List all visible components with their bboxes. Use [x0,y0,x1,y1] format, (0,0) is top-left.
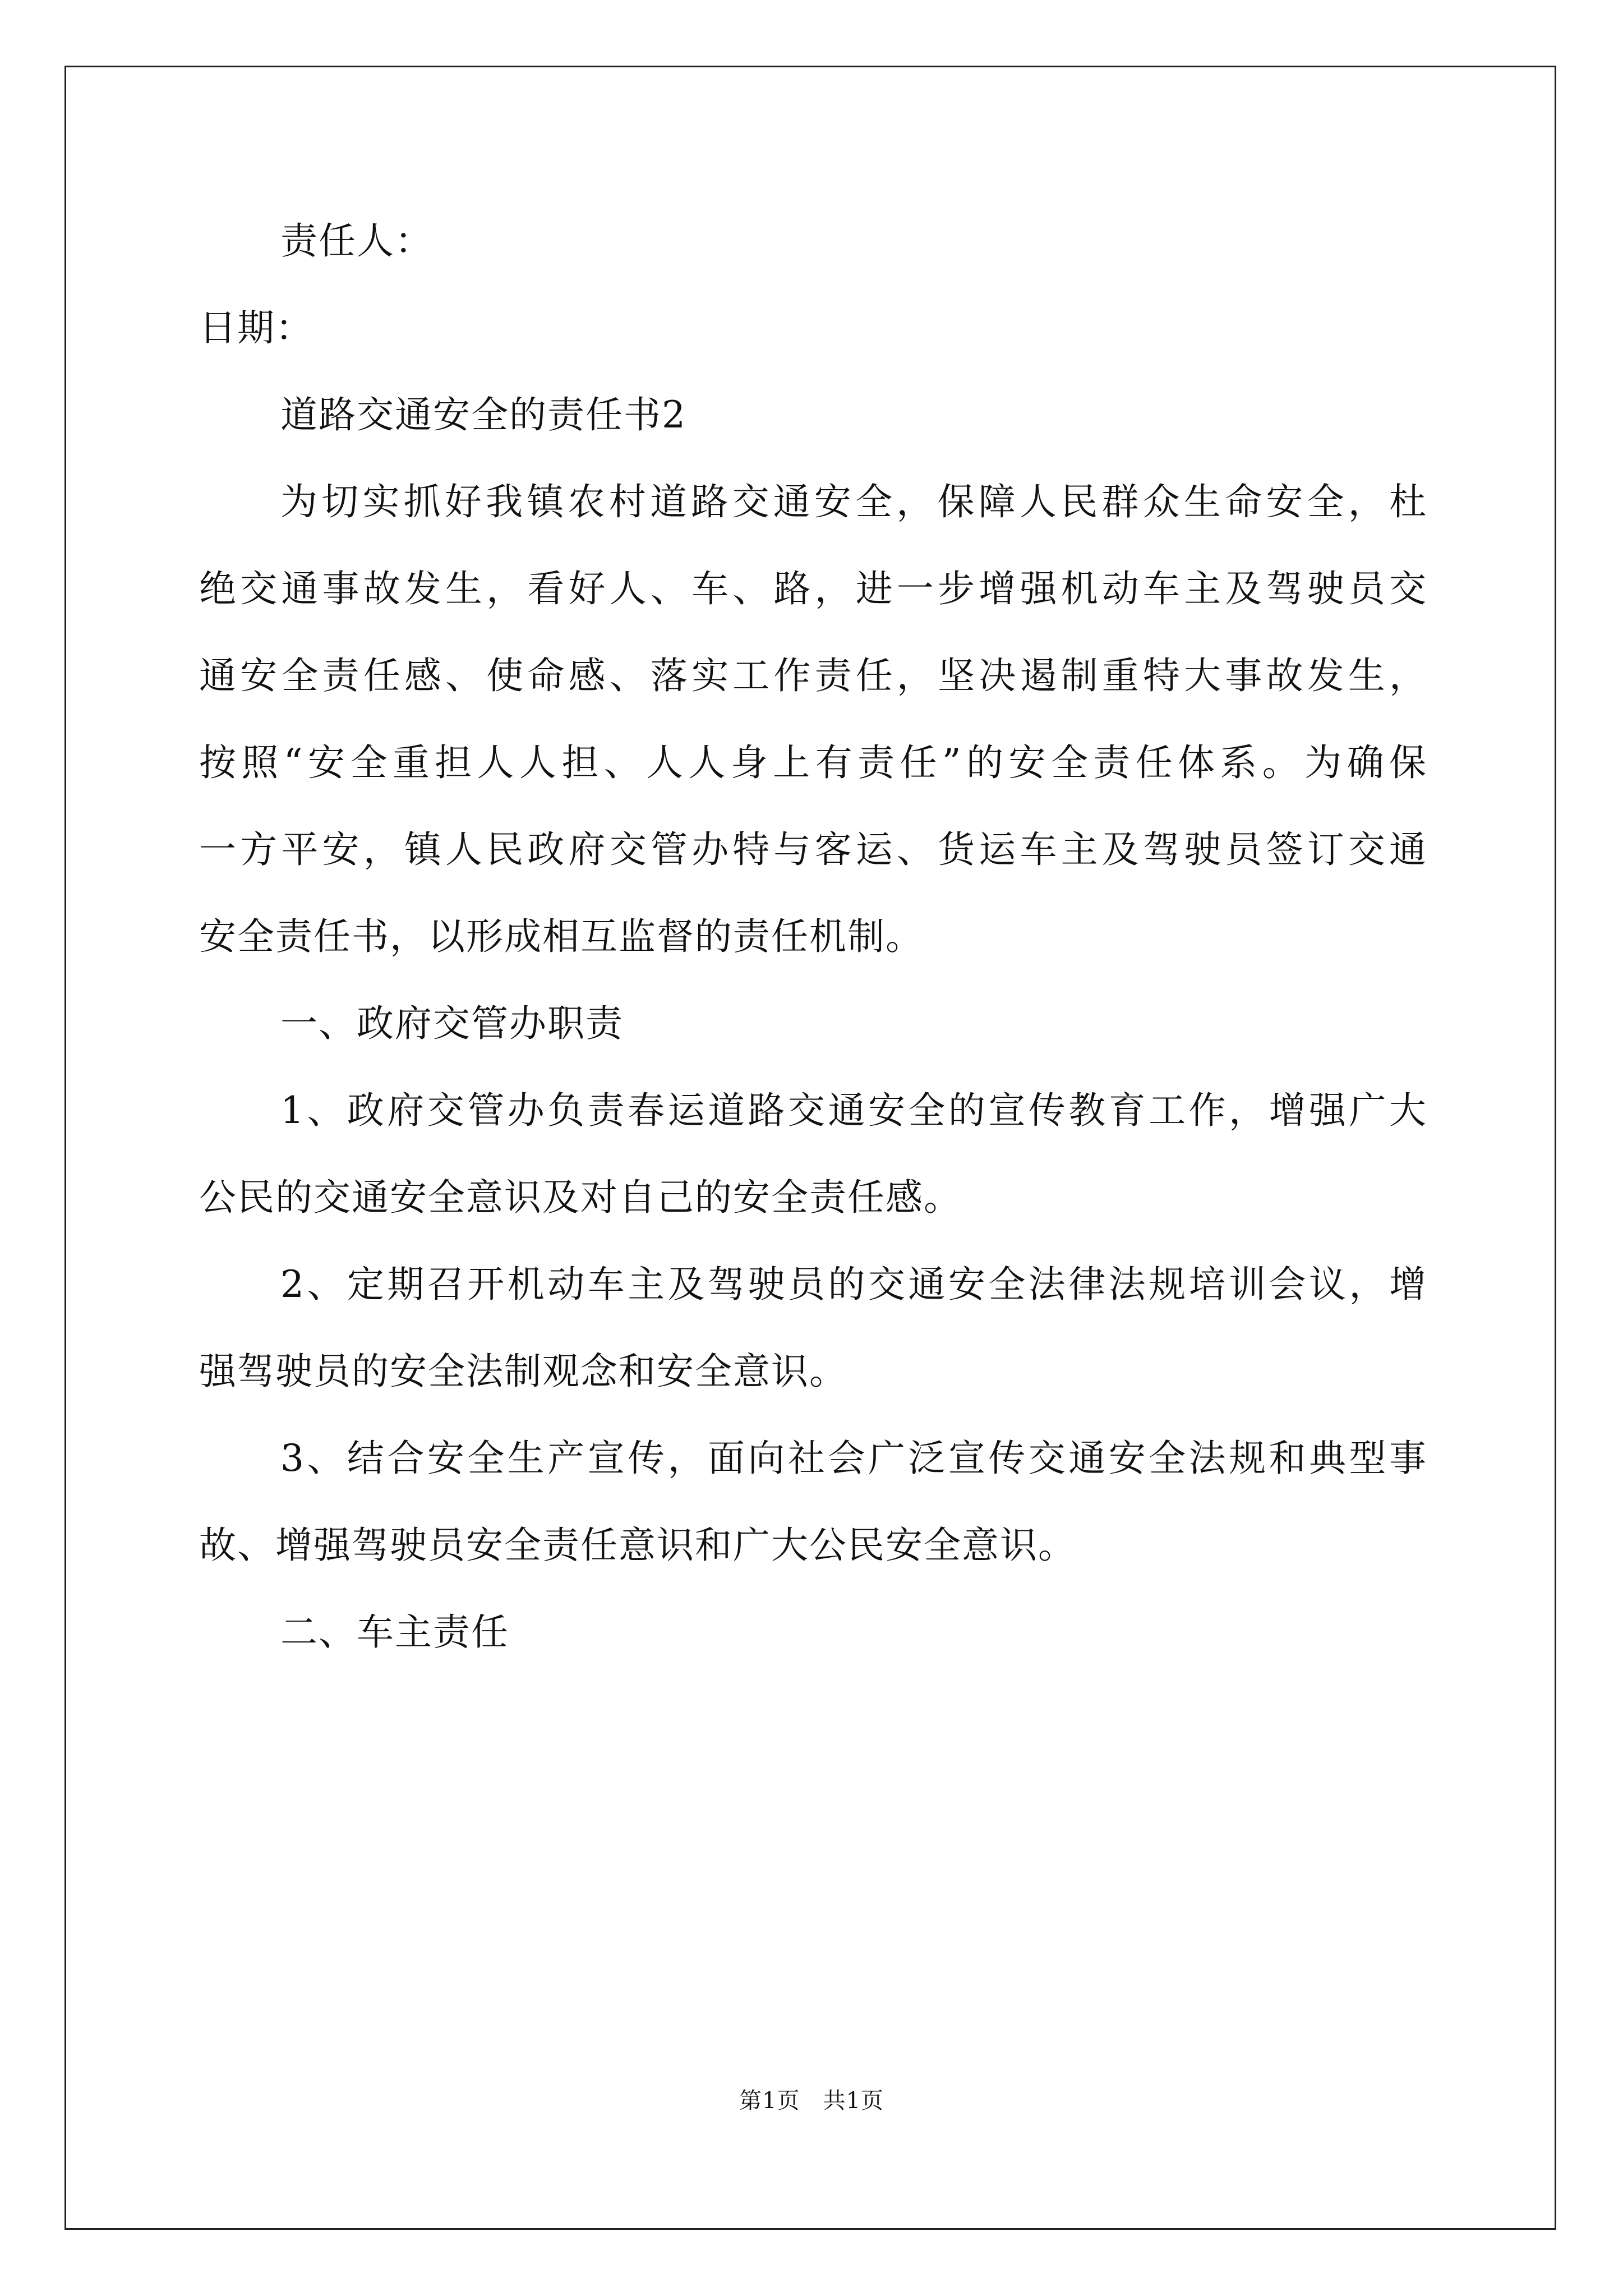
item2-line-1: 2、定期召开机动车主及驾驶员的交通安全法律法规培训会议，增 [280,1263,1427,1306]
intro-line-1: 为切实抓好我镇农村道路交通安全，保障人民群众生命安全，杜 [280,480,1427,523]
item1-line-2: 公民的交通安全意识及对自己的安全责任感。 [199,1176,962,1219]
date-label: 日期： [199,306,313,349]
intro-line-3: 通安全责任感、使命感、落实工作责任，坚决遏制重特大事故发生， [199,654,1427,697]
intro-line-2: 绝交通事故发生，看好人、车、路，进一步增强机动车主及驾驶员交 [199,567,1427,610]
page-footer: 第1页 共1页 [739,2088,884,2114]
item2-line-2: 强驾驶员的安全法制观念和安全意识。 [199,1350,847,1393]
item1-line-1: 1、政府交管办负责春运道路交通安全的宣传教育工作，增强广大 [280,1089,1427,1132]
intro-line-6: 安全责任书，以形成相互监督的责任机制。 [199,915,924,958]
section2-heading: 二、车主责任 [280,1611,509,1654]
section1-heading: 一、政府交管办职责 [280,1002,624,1045]
intro-line-5: 一方平安，镇人民政府交管办特与客运、货运车主及驾驶员签订交通 [199,828,1427,871]
intro-line-4: 按照“安全重担人人担、人人身上有责任”的安全责任体系。为确保 [199,741,1427,784]
item3-line-1: 3、结合安全生产宣传，面向社会广泛宣传交通安全法规和典型事 [280,1437,1427,1480]
responsible-person-label: 责任人： [280,219,433,263]
item3-line-2: 故、增强驾驶员安全责任意识和广大公民安全意识。 [199,1524,1076,1567]
document-title: 道路交通安全的责任书2 [280,393,686,436]
